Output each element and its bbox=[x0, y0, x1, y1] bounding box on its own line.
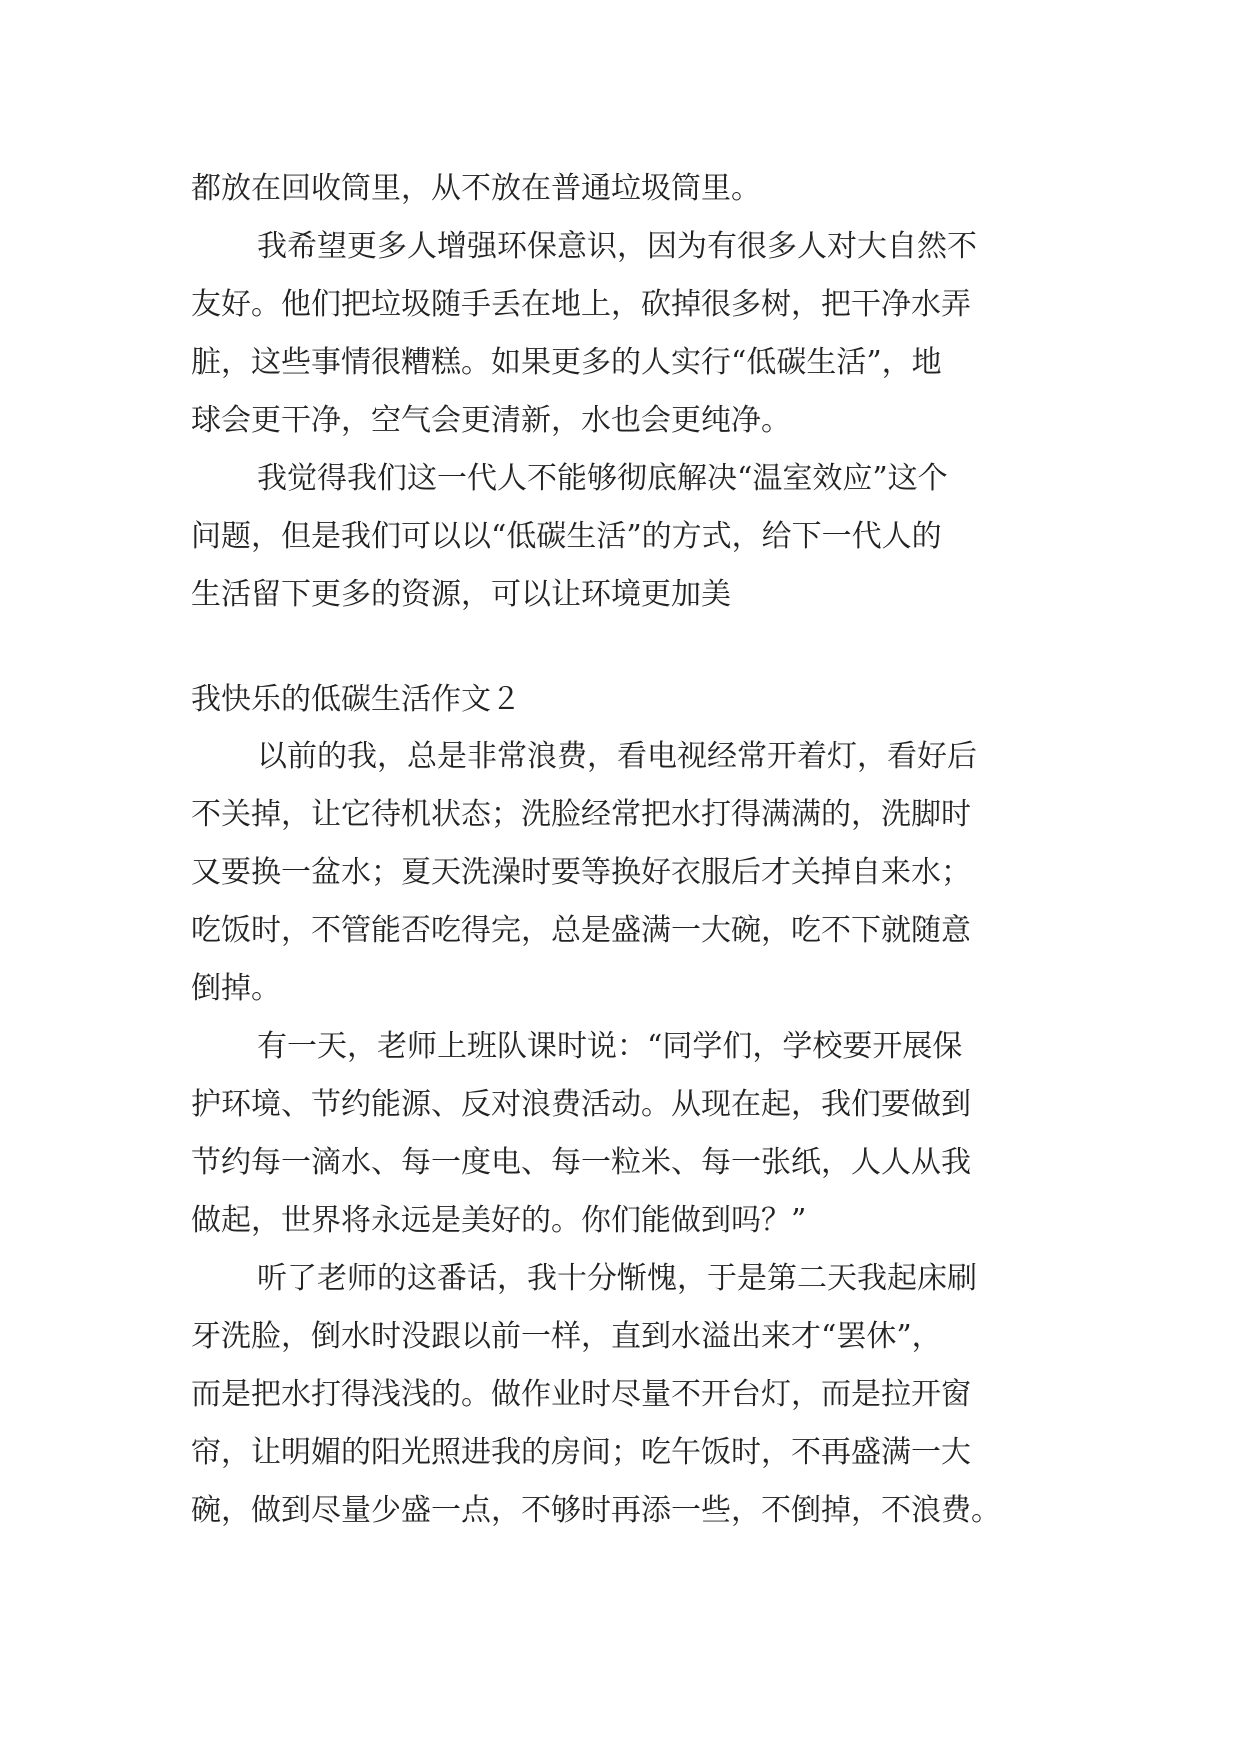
text-line: 吃饭时，不管能否吃得完，总是盛满一大碗，吃不下就随意 bbox=[191, 913, 971, 948]
text-line: 脏，这些事情很糟糕。如果更多的人实行“低碳生活”，地 bbox=[191, 345, 942, 380]
paragraph-1 bbox=[191, 160, 1061, 218]
text-line: 护环境、节约能源、反对浪费活动。从现在起，我们要做到 bbox=[191, 1087, 971, 1122]
paragraph-4 bbox=[191, 728, 1061, 1018]
paragraph-2 bbox=[191, 218, 1061, 450]
text-line: 以前的我，总是非常浪费，看电视经常开着灯，看好后 bbox=[257, 739, 977, 774]
text-line: 节约每一滴水、每一度电、每一粒米、每一张纸，人人从我 bbox=[191, 1145, 971, 1180]
text-line: 球会更干净，空气会更清新，水也会更纯净。 bbox=[191, 403, 791, 438]
text-line: 问题，但是我们可以以“低碳生活”的方式，给下一代人的 bbox=[191, 519, 942, 554]
text-line: 听了老师的这番话，我十分惭愧，于是第二天我起床刷 bbox=[257, 1261, 977, 1296]
text-line: 牙洗脸，倒水时没跟以前一样，直到水溢出来才“罢休”， bbox=[191, 1319, 942, 1354]
text-line: 而是把水打得浅浅的。做作业时尽量不开台灯，而是拉开窗 bbox=[191, 1377, 971, 1412]
text-line: 有一天，老师上班队课时说：“同学们，学校要开展保 bbox=[257, 1029, 963, 1064]
text-line: 我觉得我们这一代人不能够彻底解决“温室效应”这个 bbox=[257, 461, 948, 496]
paragraph-5 bbox=[191, 1018, 1061, 1250]
text-line: 友好。他们把垃圾随手丢在地上，砍掉很多树，把干净水弄 bbox=[191, 287, 971, 322]
section-gap bbox=[191, 624, 1061, 672]
text-line: 碗，做到尽量少盛一点，不够时再添一些，不倒掉，不浪费。 bbox=[191, 1493, 1001, 1528]
text-line: 倒掉。 bbox=[191, 971, 281, 1006]
text-line: 做起，世界将永远是美好的。你们能做到吗？” bbox=[191, 1203, 807, 1238]
paragraph-6 bbox=[191, 1250, 1061, 1540]
text-line: 又要换一盆水；夏天洗澡时要等换好衣服后才关掉自来水； bbox=[191, 855, 971, 890]
text-line: 我希望更多人增强环保意识，因为有很多人对大自然不 bbox=[257, 229, 977, 264]
section-title: 我快乐的低碳生活作文２ bbox=[191, 682, 521, 717]
text-line: 帘，让明媚的阳光照进我的房间；吃午饭时，不再盛满一大 bbox=[191, 1435, 971, 1470]
document-body bbox=[191, 160, 1061, 1540]
text-line: 生活留下更多的资源，可以让环境更加美 bbox=[191, 577, 731, 612]
paragraph-3 bbox=[191, 450, 1061, 624]
text-line: 都放在回收筒里，从不放在普通垃圾筒里。 bbox=[191, 171, 761, 206]
text-line: 不关掉，让它待机状态；洗脸经常把水打得满满的，洗脚时 bbox=[191, 797, 971, 832]
